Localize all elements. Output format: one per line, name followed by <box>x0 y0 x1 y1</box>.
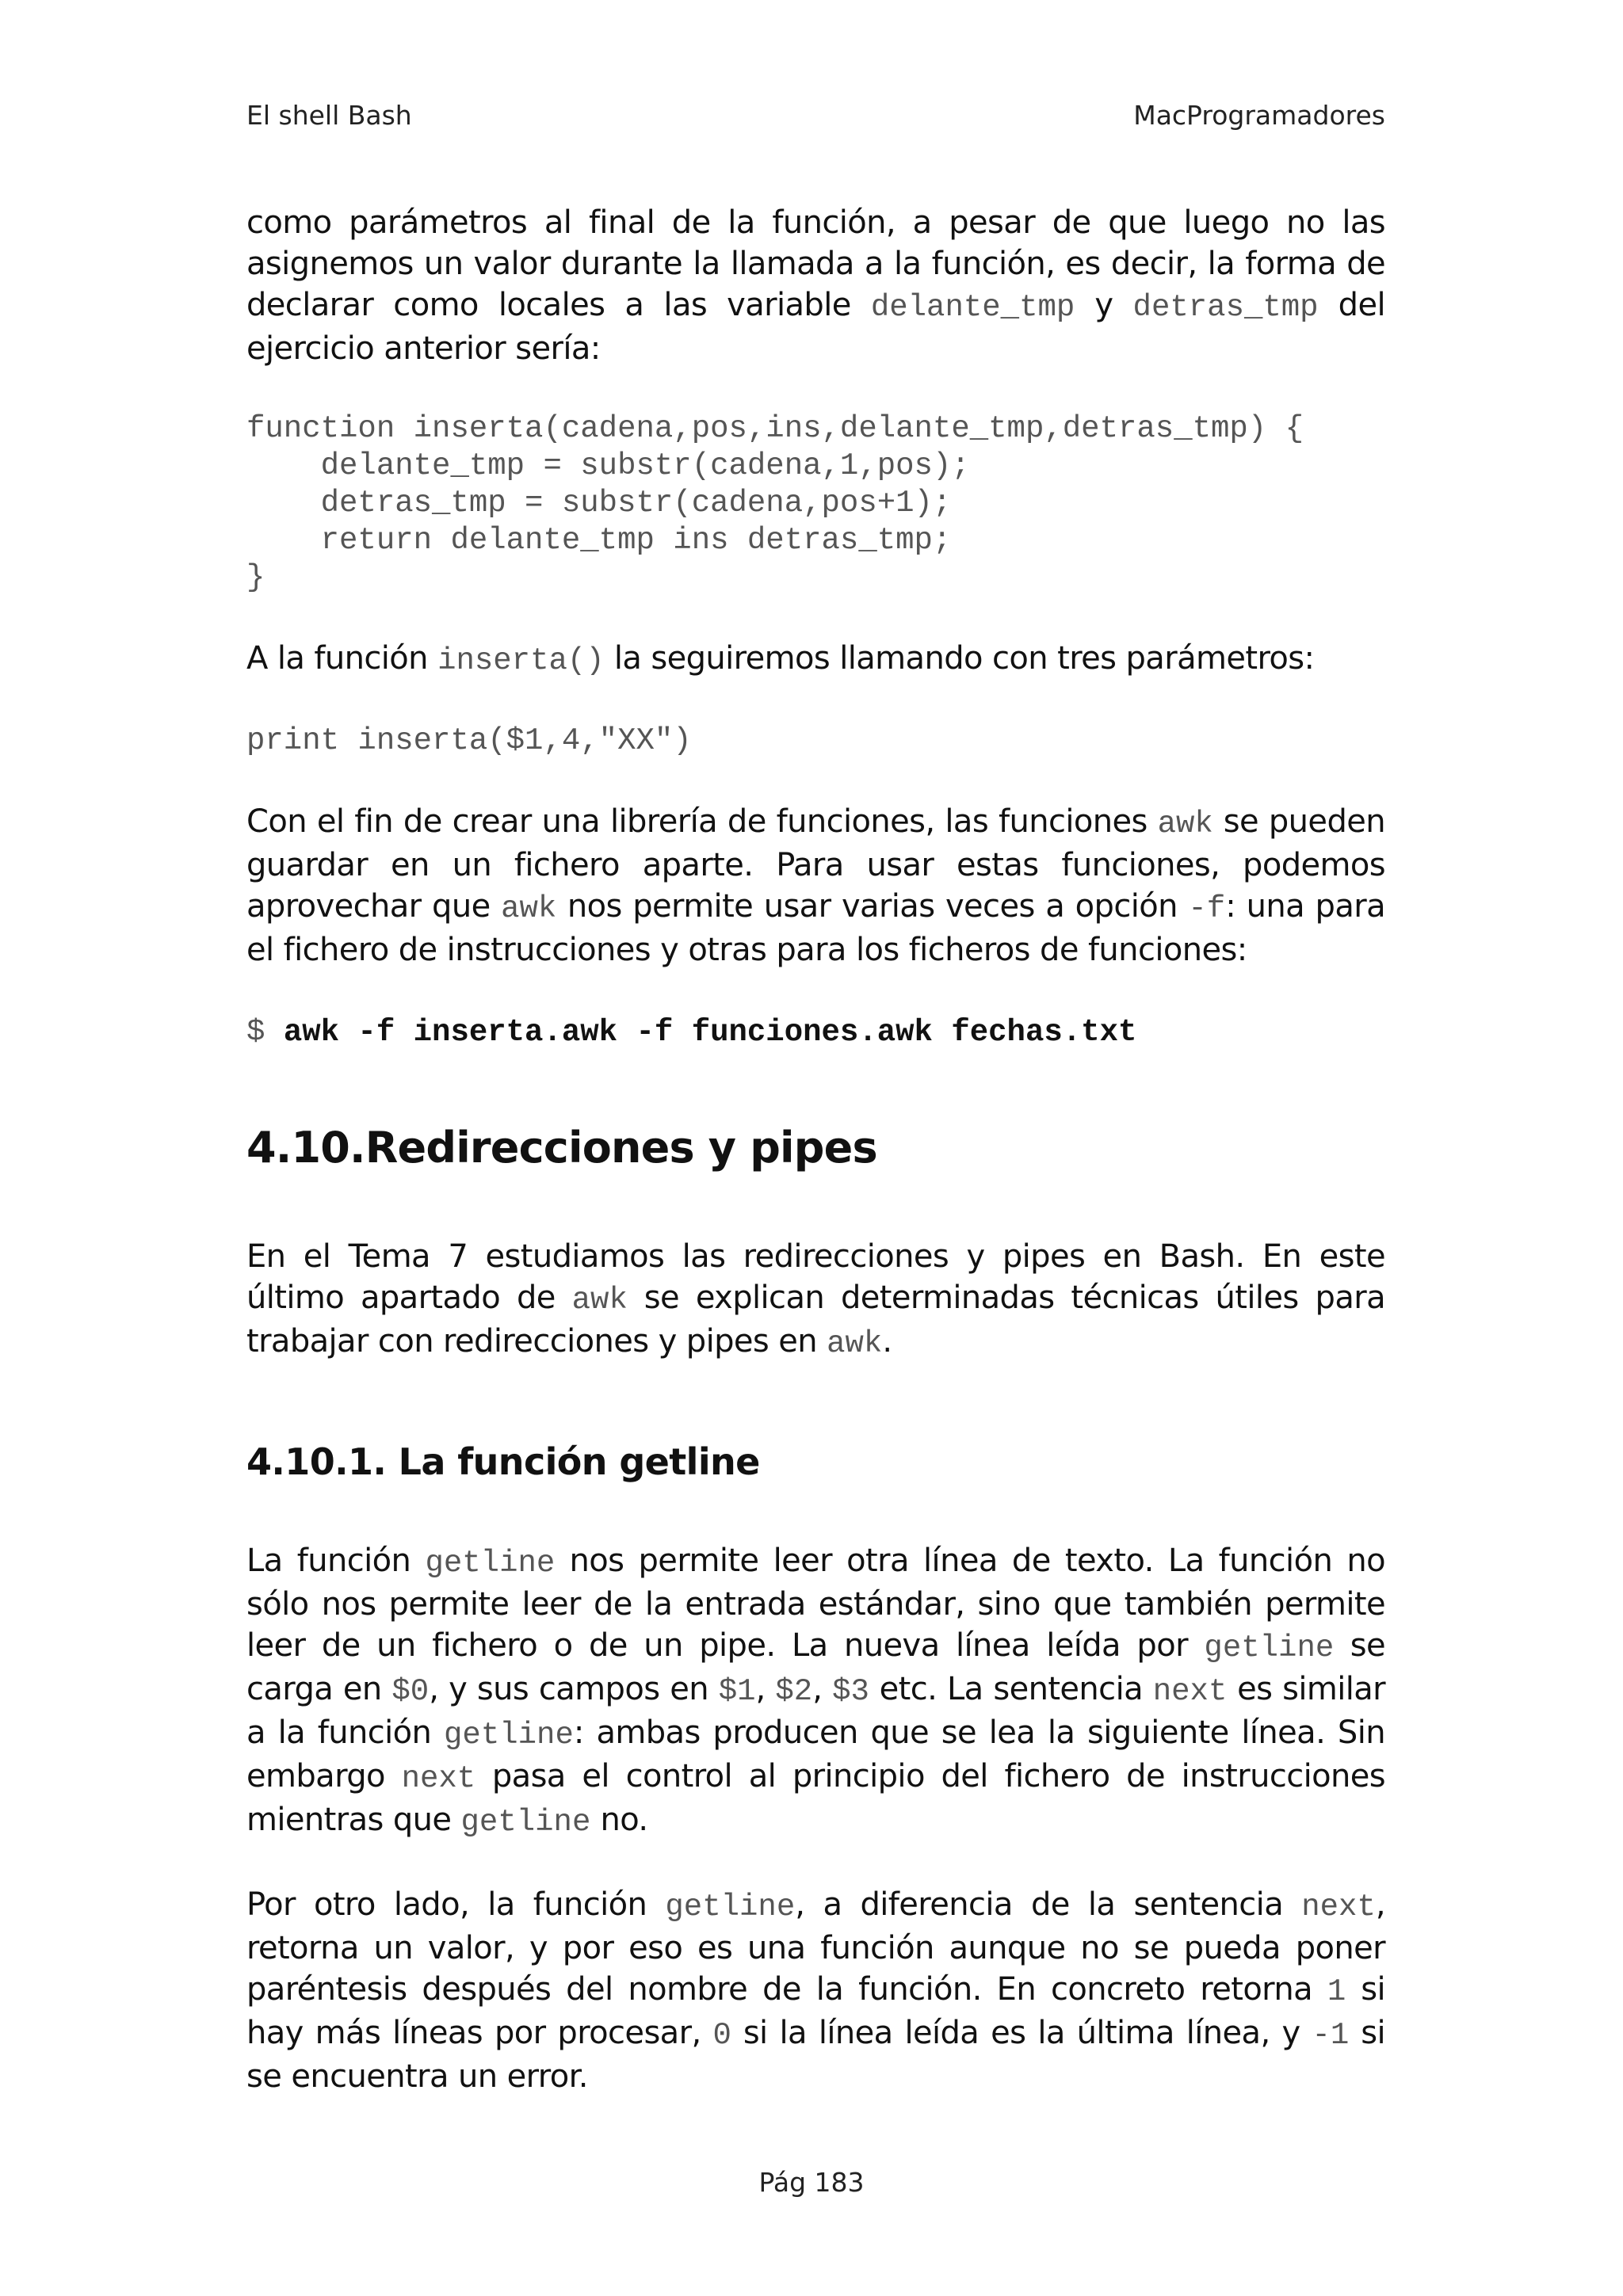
inline-code: next <box>1301 1890 1376 1924</box>
paragraph-call <box>246 638 1385 681</box>
text: : una para el fichero de instrucciones y otras para los ficheros de funciones: <box>246 888 1385 968</box>
text: En el Tema 7 estudiamos las redirecciones y pipes en Bash. En este último apartado de <box>246 1238 1385 1316</box>
paragraph-redirections <box>246 1236 1385 1364</box>
text: si se encuentra un error. <box>246 2015 1385 2095</box>
inline-code: awk <box>501 891 557 926</box>
code-block-print: print inserta($1,4,"XX") <box>246 723 692 758</box>
inline-code: getline <box>444 1718 574 1753</box>
shell-command-text: awk -f inserta.awk -f funciones.awk fechas.txt <box>283 1015 1137 1050</box>
inline-code: $2 <box>775 1674 813 1709</box>
text: si hay más líneas por procesar, <box>246 1971 1385 2051</box>
text: se pueden guardar en un fichero aparte. Para usar estas funciones, podemos aprovechar que <box>246 803 1385 925</box>
inline-code: inserta() <box>437 643 605 678</box>
inline-code: 1 <box>1327 1974 1346 2009</box>
text: Por otro lado, la función <box>246 1886 666 1923</box>
paragraph-getline <box>246 1540 1385 1843</box>
inline-code: getline <box>425 1546 556 1581</box>
inline-code: getline <box>460 1805 591 1840</box>
inline-code: $1 <box>718 1674 756 1709</box>
text: etc. La sentencia <box>869 1671 1153 1707</box>
code-block-function: function inserta(cadena,pos,ins,delante_tmp,detras_tmp) { delante_tmp = substr(cadena,1,pos); detras_tmp = substr(cadena,pos+1); return delante_tmp ins detras_tmp; } <box>246 411 1304 595</box>
running-header-right: MacProgramadores <box>1133 100 1385 131</box>
text: la seguiremos llamando con tres parámetros: <box>604 640 1315 677</box>
text: y <box>1075 287 1133 323</box>
text: como parámetros al final de la función, a pesar de que luego no las asignemos un valor durante la llamada a la función, es decir, la forma de declarar como locales a las variable <box>246 204 1385 323</box>
page-number: Pág 183 <box>758 2167 865 2198</box>
text: nos permite usar varias veces a opción <box>556 888 1189 925</box>
inline-code: next <box>401 1761 476 1796</box>
text: , retorna un valor, y por eso es una función aunque no se pueda poner paréntesis después del nombre de la función. En concreto retorna <box>246 1886 1385 2008</box>
paragraph-local-variables <box>246 202 1385 369</box>
inline-code: awk <box>827 1326 883 1361</box>
text: nos permite leer otra línea de texto. La función no sólo nos permite leer de la entrada estándar, sino que también permite leer de un fichero o de un pipe. La nueva línea leída por <box>246 1543 1385 1664</box>
inline-code: delante_tmp <box>870 290 1075 325</box>
inline-code: -1 <box>1312 2018 1350 2053</box>
paragraph-getline-return <box>246 1884 1385 2097</box>
inline-code: $3 <box>832 1674 869 1709</box>
inline-code: getline <box>665 1890 796 1924</box>
text: , y sus campos en <box>429 1671 719 1707</box>
inline-code: awk <box>1157 807 1213 841</box>
inline-code: getline <box>1204 1630 1335 1665</box>
inline-code: 0 <box>712 2018 731 2053</box>
text: es similar a la función <box>246 1671 1386 1751</box>
shell-prompt: $ <box>246 1015 284 1050</box>
text: La función <box>246 1543 426 1579</box>
inline-code: $0 <box>391 1674 430 1709</box>
text: A la función <box>246 640 438 677</box>
text: no. <box>590 1802 648 1838</box>
inline-code: -f <box>1188 891 1226 926</box>
text: Con el fin de crear una librería de funciones, las funciones <box>246 803 1158 840</box>
text: . <box>882 1323 892 1360</box>
text: , <box>755 1671 776 1707</box>
section-heading: 4.10.Redirecciones y pipes <box>246 1123 877 1173</box>
inline-code: awk <box>571 1283 628 1318</box>
text: , <box>812 1671 833 1707</box>
text: se explican determinadas técnicas útiles para trabajar con redirecciones y pipes en <box>246 1280 1385 1360</box>
text: se carga en <box>246 1627 1385 1707</box>
page-content <box>246 202 1385 2138</box>
text: del ejercicio anterior sería: <box>246 287 1385 367</box>
text: pasa el control al principio del fichero de instrucciones mientras que <box>246 1758 1385 1838</box>
running-header-left: El shell Bash <box>246 100 412 131</box>
text: , a diferencia de la sentencia <box>795 1886 1302 1923</box>
inline-code: detras_tmp <box>1132 290 1319 325</box>
shell-command <box>246 1012 1385 1053</box>
text: : ambas producen que se lea la siguiente línea. Sin embargo <box>246 1714 1385 1794</box>
paragraph-library <box>246 801 1385 971</box>
text: si la línea leída es la última línea, y <box>731 2015 1312 2051</box>
subsection-heading: 4.10.1. La función getline <box>246 1440 760 1483</box>
inline-code: next <box>1152 1674 1228 1709</box>
